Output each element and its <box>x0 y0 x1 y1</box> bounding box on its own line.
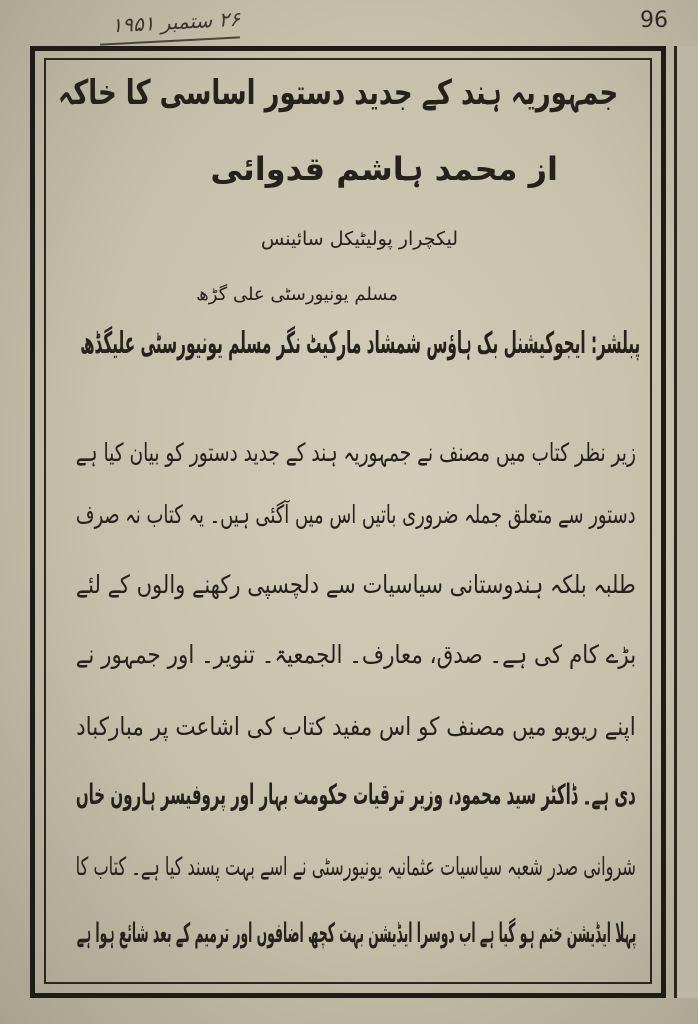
author-designation: لیکچرار پولیٹیکل سائینس <box>261 228 458 250</box>
header-date: ۲۶ ستمبر ۱۹۵۱ <box>110 6 241 38</box>
body-line: طلبہ بلکہ ہندوستانی سیاسیات سے دلچسپی رکھنے والوں کے لئے <box>76 570 636 599</box>
body-line: دستور سے متعلق جملہ ضروری باتیں اس میں آگئی ہیں۔ یہ کتاب نہ صرف <box>76 500 636 529</box>
adjacent-column-edge <box>674 46 698 998</box>
body-line: دی ہے۔ ڈاکٹر سید محمود، وزیر ترقیات حکومت بہار اور پروفیسر ہارون خاں <box>76 778 636 811</box>
body-line: شروانی صدر شعبہ سیاسیات عثمانیہ یونیورسٹی نے اسے بہت پسند کیا ہے۔ کتاب کا <box>75 852 636 881</box>
book-title: جمہوریہ ہند کے جدید دستور اساسی کا خاکہ <box>57 73 618 113</box>
body-line: بڑے کام کی ہے۔ صدق، معارف۔ الجمعیۃ۔ تنویر۔ اور جمہور نے <box>75 640 636 669</box>
page-number: 96 <box>640 8 668 33</box>
publisher-line: پبلشر: ایجوکیشنل بک ہاؤس شمشاد مارکیٹ نگر مسلم یونیورسٹی علیگڈھ <box>79 326 640 361</box>
author-university: مسلم یونیورسٹی علی گڑھ <box>196 284 398 305</box>
body-line: اپنے ریویو میں مصنف کو اس مفید کتاب کی اشاعت پر مبارکباد <box>76 712 636 741</box>
body-line: پہلا ایڈیشن ختم ہو گیا ہے اب دوسرا ایڈیشن بہت کچھ اضافوں اور ترمیم کے بعد شائع ہوا ہے <box>76 918 636 949</box>
book-author: از محمد ہاشم قدوائی <box>210 150 558 188</box>
body-line: زیر نظر کتاب میں مصنف نے جمہوریہ ہند کے جدید دستور کو بیان کیا ہے <box>75 438 636 467</box>
